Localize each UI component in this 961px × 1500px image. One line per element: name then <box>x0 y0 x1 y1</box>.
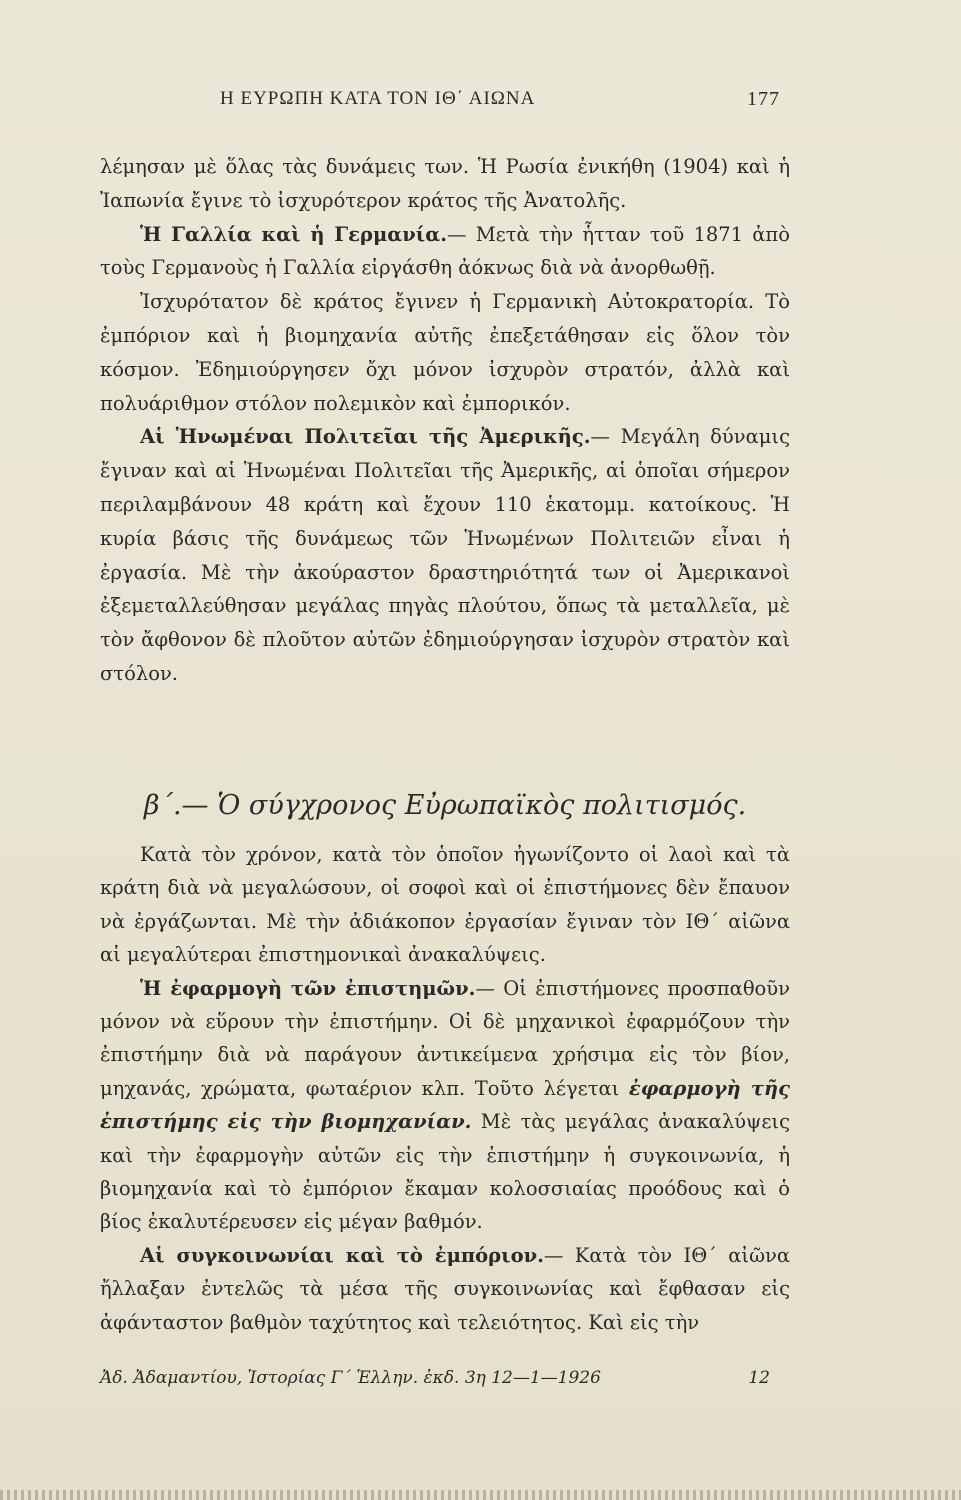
emphasized-phrase: ἐφαρμογὴ τῆς ἐπιστήμης εἰς τὴν βιομηχανίαν. <box>100 1076 790 1134</box>
paragraph: λέμησαν μὲ ὅλας τὰς δυνάμεις των. Ἡ Ρωσία ἐνικήθη (1904) καὶ ἡ Ἰαπωνία ἔγινε τὸ ἰσχυρότερον κράτος τῆς Ἀνατολῆς. <box>100 155 790 212</box>
paragraph: Ἰσχυρότατον δὲ κράτος ἔγινεν ἡ Γερμανικὴ Αὐτοκρατορία. Τὸ ἐμπόριον καὶ ἡ βιομηχανία αὐτῆς ἐπεξετάθησαν εἰς ὅλον τὸν κόσμον. Ἐδημιούργησεν ὄχι μόνον ἰσχυρὸν στρατόν, ἀλλὰ καὶ πολυάριθμον στόλον πολεμικὸν καὶ ἐμπορικόν. <box>100 290 790 415</box>
paragraph-heading: Ἡ ἐφαρμογὴ τῶν ἐπιστημῶν. <box>140 976 476 1000</box>
text-block-1 <box>100 150 790 691</box>
paragraph-text: — Κατὰ τὸν ΙΘ΄ αἰῶνα ἤλλαξαν ἐντελῶς τὰ μέσα τῆς συγκοινωνίας καὶ ἔφθασαν εἰς ἀφάνταστον βαθμὸν ταχύτητος καὶ τελειότητος. Καὶ εἰς τὴν <box>100 1243 790 1334</box>
printer-signature-line <box>100 1368 790 1388</box>
paragraph-text: — Οἱ ἐπιστήμονες προσπαθοῦν μόνον νὰ εὕρουν τὴν ἐπιστήμην. Οἱ δὲ μηχανικοὶ ἐφαρμόζουν τὴν ἐπιστήμην διὰ νὰ παράγουν ἀντικείμενα χρήσιμα εἰς τὸν βίον, μηχανάς, χρώματα, φωταέριον κλπ. Τοῦτο λέγεται <box>100 976 791 1100</box>
paragraph-heading: Αἱ Ἡνωμέναι Πολιτεῖαι τῆς Ἀμερικῆς. <box>140 425 591 449</box>
running-header <box>220 88 780 118</box>
paragraph-text: — Μεγάλη δύναμις ἔγιναν καὶ αἱ Ἡνωμέναι Πολιτεῖαι τῆς Ἀμερικῆς, αἱ ὁποῖαι σήμερον περιλαμβάνουν 48 κράτη καὶ ἔχουν 110 ἑκατομμ. κατοίκους. Ἡ κυρία βάσις τῆς δυνάμεως τῶν Ἡνωμένων Πολιτειῶν εἶναι ἡ ἐργασία. Μὲ τὴν ἀκούραστον δραστηριότητά των οἱ Ἀμερικανοὶ ἐξεμεταλλεύθησαν μεγάλας πηγὰς πλούτου, ὅπως τὰ μεταλλεῖα, μὲ τὸν ἄφθονον δὲ πλοῦτον αὐτῶν ἐδημιούργησαν ἰσχυρὸν στρατὸν καὶ στόλον. <box>100 425 790 685</box>
paragraph <box>100 218 790 286</box>
page-edge <box>0 1490 961 1500</box>
paragraph <box>100 972 790 1239</box>
page-number: 177 <box>747 88 780 110</box>
footer-citation: Ἀδ. Ἀδαμαντίου, Ἱστορίας Γ΄ Ἑλλην. ἐκδ. 3η 12—1—1926 <box>100 1368 601 1388</box>
sheet-number: 12 <box>748 1368 770 1388</box>
paragraph <box>100 1239 790 1339</box>
text-block-2 <box>100 838 790 1339</box>
paragraph-heading: Ἡ Γαλλία καὶ ἡ Γερμανία. <box>140 222 448 246</box>
paragraph-text: — Μετὰ τὴν ἧτταν τοῦ 1871 ἀπὸ τοὺς Γερμανοὺς ἡ Γαλλία εἰργάσθη ἀόκνως διὰ νὰ ἀνορθωθῇ. <box>100 222 790 280</box>
paragraph: Κατὰ τὸν χρόνον, κατὰ τὸν ὁποῖον ἠγωνίζοντο οἱ λαοὶ καὶ τὰ κράτη διὰ νὰ μεγαλώσουν, οἱ σοφοὶ καὶ οἱ ἐπιστήμονες δὲν ἔπαυον νὰ ἐργάζωνται. Μὲ τὴν ἀδιάκοπον ἐργασίαν ἔγιναν τὸν ΙΘ΄ αἰῶνα αἱ μεγαλύτεραι ἐπιστημονικαὶ ἀνακαλύψεις. <box>100 843 790 967</box>
section-title: β΄.— Ὁ σύγχρονος Εὐρωπαϊκὸς πολιτισμός. <box>143 790 747 821</box>
header-title: Η ΕΥΡΩΠΗ ΚΑΤΑ ΤΟΝ ΙΘ΄ ΑΙΩΝΑ <box>220 88 536 109</box>
paragraph-text: Μὲ τὰς μεγάλας ἀνακαλύψεις καὶ τὴν ἐφαρμογὴν αὐτῶν εἰς τὴν ἐπιστήμην ἡ συγκοινωνία, ἡ βιομηχανία καὶ τὸ ἐμπόριον ἔκαμαν κολοσσιαίας προόδους καὶ ὁ βίος ἐκαλυτέρευσεν εἰς μέγαν βαθμόν. <box>100 1110 790 1234</box>
paragraph-heading: Αἱ συγκοινωνίαι καὶ τὸ ἐμπόριον. <box>140 1243 544 1267</box>
paragraph <box>100 420 790 690</box>
